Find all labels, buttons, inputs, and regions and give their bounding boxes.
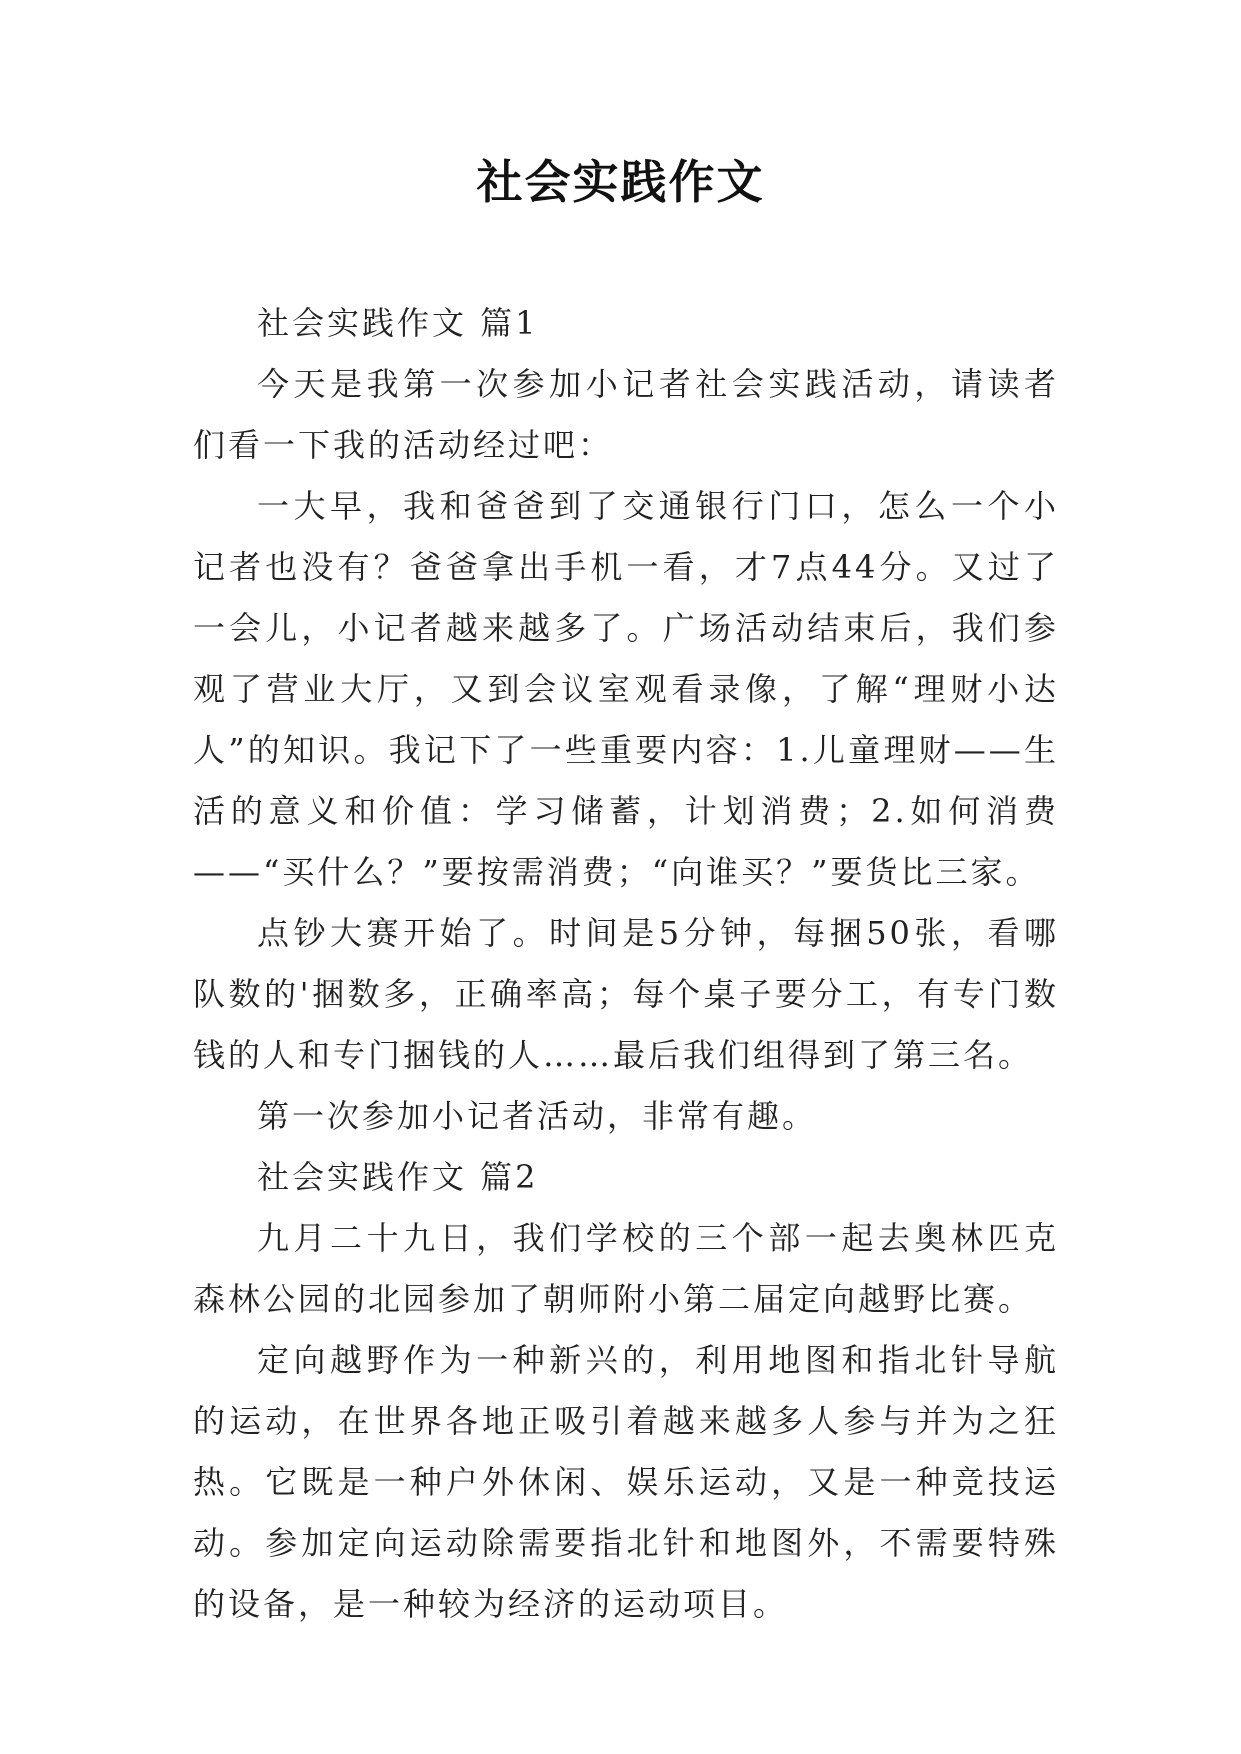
paragraph: 今天是我第一次参加小记者社会实践活动，请读者们看一下我的活动经过吧： — [193, 365, 1059, 464]
section-heading-1: 社会实践作文 篇1 — [257, 304, 539, 342]
document-body — [193, 293, 1059, 1635]
paragraph: 定向越野作为一种新兴的，利用地图和指北针导航的运动，在世界各地正吸引着越来越多人参与并为之狂热。它既是一种户外休闲、娱乐运动，又是一种竞技运动。参加定向运动除需要指北针和地图外，不需要特殊的设备，是一种较为经济的运动项目。 — [193, 1341, 1059, 1623]
section-heading-2: 社会实践作文 篇2 — [257, 1158, 539, 1196]
document-title: 社会实践作文 — [476, 155, 765, 209]
paragraph: 一大早，我和爸爸到了交通银行门口，怎么一个小记者也没有？爸爸拿出手机一看，才7点44分。又过了一会儿，小记者越来越多了。广场活动结束后，我们参观了营业大厅，又到会议室观看录像，了解“理财小达人”的知识。我记下了一些重要内容：1.儿童理财——生活的意义和价值：学习储蓄，计划消费；2.如何消费——“买什么？”要按需消费；“向谁买？”要货比三家。 — [193, 487, 1059, 891]
paragraph: 九月二十九日，我们学校的三个部一起去奥林匹克森林公园的北园参加了朝师附小第二届定向越野比赛。 — [193, 1219, 1059, 1318]
paragraph: 点钞大赛开始了。时间是5分钟，每捆50张，看哪队数的'捆数多，正确率高；每个桌子要分工，有专门数钱的人和专门捆钱的人……最后我们组得到了第三名。 — [193, 914, 1059, 1074]
paragraph: 第一次参加小记者活动，非常有趣。 — [257, 1097, 818, 1135]
